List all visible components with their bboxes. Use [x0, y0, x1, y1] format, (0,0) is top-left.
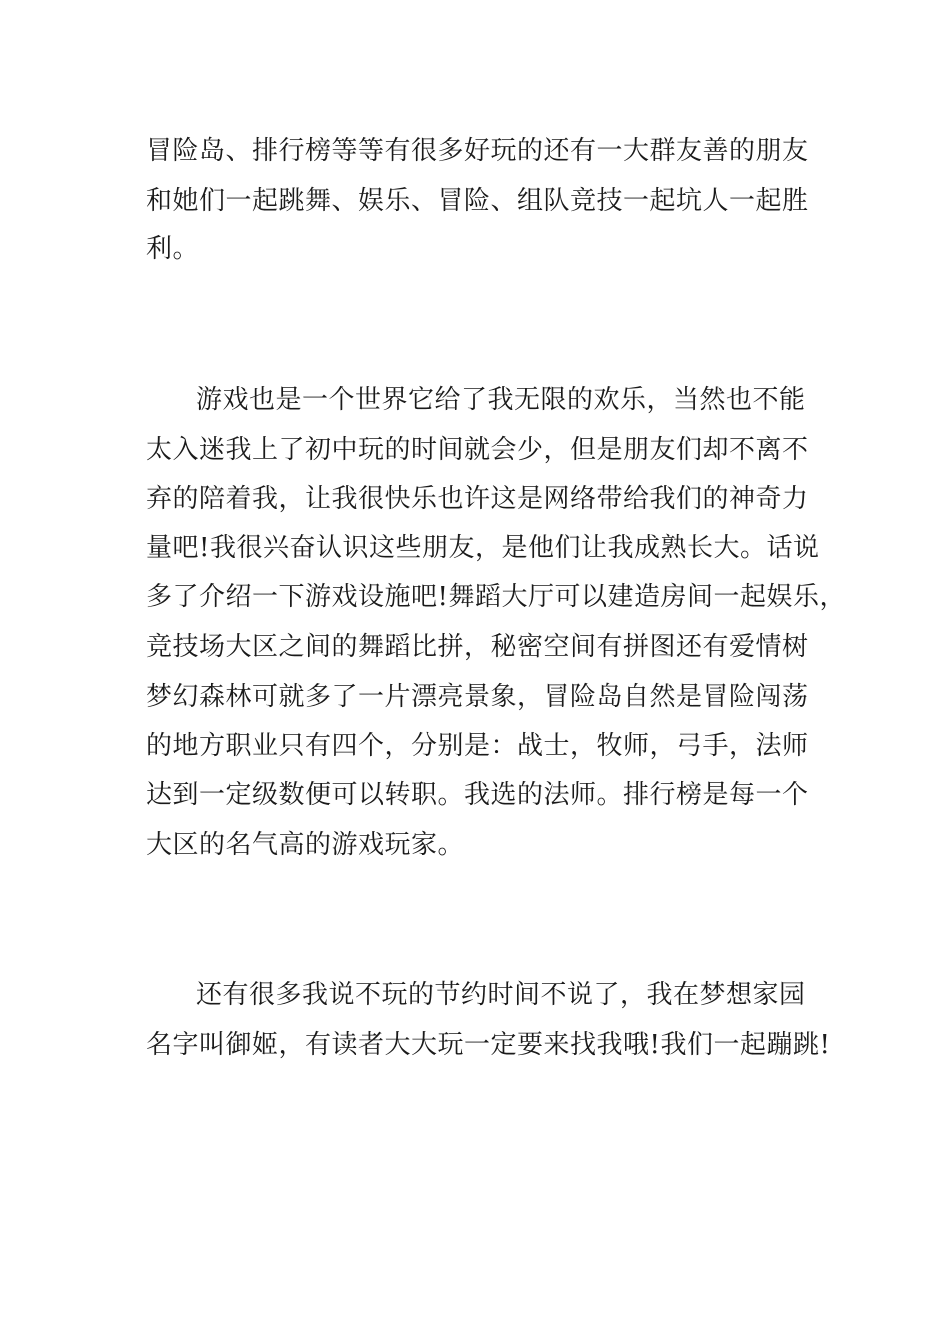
paragraph-line: 量吧!我很兴奋认识这些朋友，是他们让我成熟长大。话说	[146, 533, 820, 563]
paragraph-line: 的地方职业只有四个，分别是：战士，牧师，弓手，法师	[146, 731, 809, 761]
paragraph-line: 竞技场大区之间的舞蹈比拼，秘密空间有拼图还有爱情树	[146, 632, 809, 662]
paragraph-line: 大区的名气高的游戏玩家。	[146, 830, 465, 860]
paragraph-line: 多了介绍一下游戏设施吧!舞蹈大厅可以建造房间一起娱乐，	[146, 582, 846, 612]
paragraph-line: 弃的陪着我，让我很快乐也许这是网络带给我们的神奇力	[146, 484, 809, 514]
paragraph-line: 游戏也是一个世界它给了我无限的欢乐，当然也不能	[196, 385, 806, 415]
paragraph-line: 和她们一起跳舞、娱乐、冒险、组队竞技一起坑人一起胜	[146, 186, 809, 216]
paragraph-line: 达到一定级数便可以转职。我选的法师。排行榜是每一个	[146, 780, 809, 810]
paragraph-line: 冒险岛、排行榜等等有很多好玩的还有一大群友善的朋友	[146, 136, 809, 166]
paragraph-line: 名字叫御姬，有读者大大玩一定要来找我哦!我们一起蹦跳!	[146, 1030, 831, 1060]
paragraph-line: 梦幻森林可就多了一片漂亮景象，冒险岛自然是冒险闯荡	[146, 682, 809, 712]
paragraph-line: 太入迷我上了初中玩的时间就会少，但是朋友们却不离不	[146, 435, 809, 465]
paragraph-line: 还有很多我说不玩的节约时间不说了，我在梦想家园	[196, 980, 806, 1010]
paragraph-line: 利。	[146, 234, 200, 264]
